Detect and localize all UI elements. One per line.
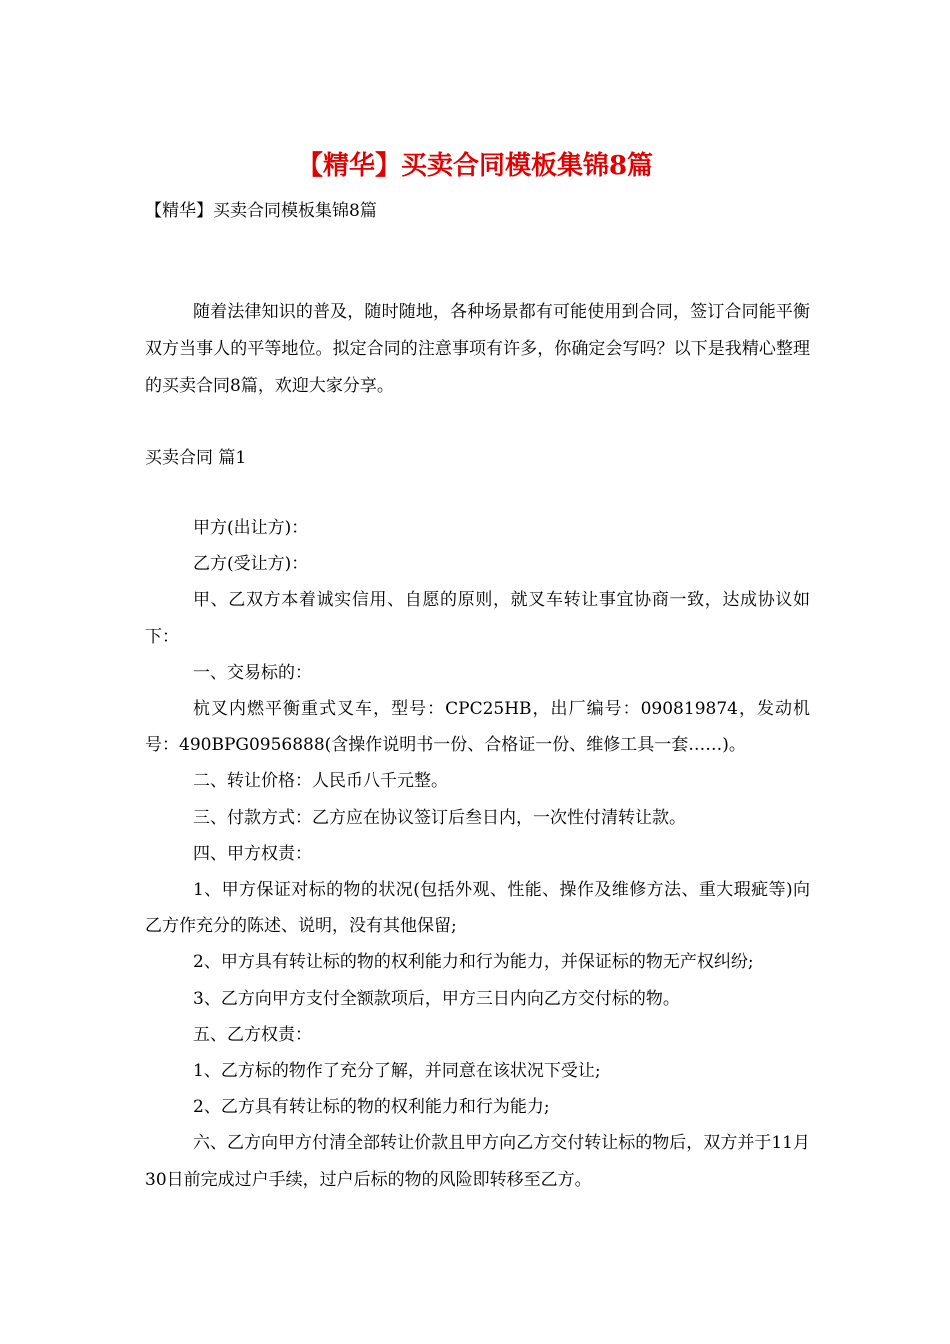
paragraph: 甲、乙双方本着诚实信用、自愿的原则，就叉车转让事宜协商一致，达成协议如下： bbox=[145, 590, 810, 647]
document-title: 【精华】买卖合同模板集锦8篇 bbox=[296, 151, 654, 181]
contract-body bbox=[145, 510, 810, 1198]
document-subtitle: 【精华】买卖合同模板集锦8篇 bbox=[145, 201, 377, 221]
paragraph: 六、乙方向甲方付清全部转让价款且甲方向乙方交付转让标的物后，双方并于11月30日前完成过户手续，过户后标的物的风险即转移至乙方。 bbox=[145, 1133, 810, 1190]
paragraph: 一、交易标的： bbox=[193, 662, 312, 683]
paragraph: 乙方(受让方)： bbox=[193, 554, 309, 575]
paragraph: 三、付款方式：乙方应在协议签订后叁日内，一次性付清转让款。 bbox=[193, 807, 686, 828]
paragraph: 2、甲方具有转让标的物的权利能力和行为能力，并保证标的物无产权纠纷; bbox=[193, 952, 754, 973]
intro-paragraph: 随着法律知识的普及，随时随地，各种场景都有可能使用到合同，签订合同能平衡双方当事人的平等地位。拟定合同的注意事项有许多，你确定会写吗？以下是我精心整理的买卖合同8篇，欢迎大家分享。 bbox=[145, 302, 810, 396]
paragraph: 五、乙方权责： bbox=[193, 1024, 312, 1045]
paragraph: 杭叉内燃平衡重式叉车，型号：CPC25HB，出厂编号：090819874，发动机号：490BPG0956888(含操作说明书一份、合格证一份、维修工具一套……)。 bbox=[145, 699, 810, 756]
paragraph: 四、甲方权责： bbox=[193, 843, 312, 864]
intro-section bbox=[145, 294, 810, 405]
paragraph: 二、转让价格：人民币八千元整。 bbox=[193, 771, 448, 792]
paragraph: 1、甲方保证对标的物的状况(包括外观、性能、操作及维修方法、重大瑕疵等)向乙方作充分的陈述、说明，没有其他保留; bbox=[145, 880, 810, 937]
paragraph: 2、乙方具有转让标的物的权利能力和行为能力; bbox=[193, 1097, 550, 1118]
section-heading: 买卖合同 篇1 bbox=[145, 448, 247, 468]
section-heading-block bbox=[145, 440, 810, 477]
paragraph: 3、乙方向甲方支付全额款项后，甲方三日内向乙方交付标的物。 bbox=[193, 988, 680, 1009]
paragraph: 甲方(出让方)： bbox=[193, 518, 309, 538]
paragraph: 1、乙方标的物作了充分了解，并同意在该状况下受让; bbox=[193, 1061, 601, 1082]
